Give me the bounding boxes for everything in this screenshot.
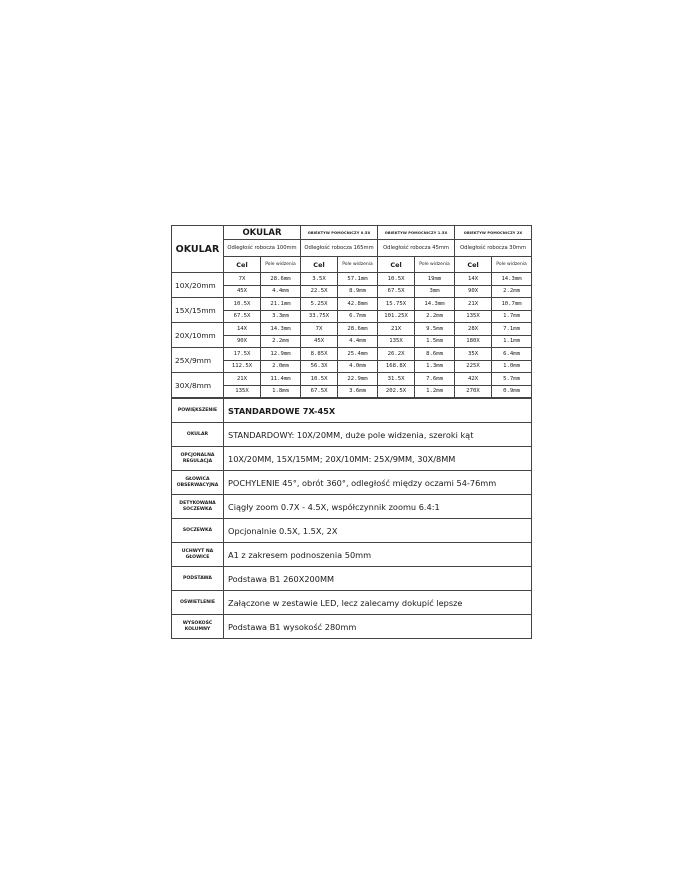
cel-value: 8.85X: [301, 348, 338, 361]
table-row: [172, 373, 532, 386]
cel-value: 101.25X: [378, 310, 415, 323]
field-of-view-value: 12.9mm: [261, 348, 301, 361]
spec-label: PODSTAWA: [172, 567, 224, 591]
field-of-view-value: 28.6mm: [261, 273, 301, 286]
cel-value: 21X: [224, 373, 261, 386]
field-of-view-value: 4.4mm: [261, 285, 301, 298]
field-of-view-value: 2.2mm: [261, 335, 301, 348]
field-of-view-value: 7.6mm: [415, 373, 455, 386]
cel-value: 56.3X: [301, 360, 338, 373]
field-of-view-value: 1.0mm: [492, 360, 532, 373]
spec-value: Załączone w zestawie LED, lecz zalecamy dokupić lepsze: [224, 591, 532, 615]
spec-row: [172, 519, 532, 543]
group-title: OBIEKTYW POMOCNICZY 1.5X: [378, 226, 455, 240]
cel-value: 15.75X: [378, 298, 415, 311]
cel-value: 3.5X: [301, 273, 338, 286]
cel-value: 135X: [378, 335, 415, 348]
working-distance: Odległość robocza 30mm: [455, 240, 532, 257]
cel-value: 135X: [224, 385, 261, 398]
cel-value: 90X: [455, 285, 492, 298]
field-of-view-value: 7.1mm: [492, 323, 532, 336]
cel-value: 35X: [455, 348, 492, 361]
okular-header: OKULAR: [172, 226, 224, 273]
field-of-view-value: 3.3mm: [261, 310, 301, 323]
cel-value: 10.5X: [224, 298, 261, 311]
field-of-view-value: 8.9mm: [338, 285, 378, 298]
cel-value: 14X: [455, 273, 492, 286]
col-header-pole: Pole widzenia: [261, 257, 301, 273]
cel-value: 7X: [224, 273, 261, 286]
cel-value: 31.5X: [378, 373, 415, 386]
spec-row: [172, 399, 532, 423]
cel-value: 270X: [455, 385, 492, 398]
field-of-view-value: 57.1mm: [338, 273, 378, 286]
col-header-cel: Cel: [224, 257, 261, 273]
table-row: [172, 298, 532, 311]
table-row: [172, 348, 532, 361]
table-row: [172, 335, 532, 348]
field-of-view-value: 21.1mm: [261, 298, 301, 311]
col-header-pole: Pole widzenia: [415, 257, 455, 273]
col-header-cel: Cel: [378, 257, 415, 273]
group-title: OBIEKTYW POMOCNICZY 2X: [455, 226, 532, 240]
eyepiece-name: 30X/8mm: [172, 373, 224, 398]
spec-row: [172, 471, 532, 495]
working-distance: Odległość robocza 100mm: [224, 240, 301, 257]
spec-label: UCHWYT NA GŁOWICE: [172, 543, 224, 567]
cel-value: 21X: [378, 323, 415, 336]
spec-value: Ciągły zoom 0.7X - 4.5X, współczynnik zoomu 6.4:1: [224, 495, 532, 519]
field-of-view-value: 4.0mm: [338, 360, 378, 373]
field-of-view-value: 28.6mm: [338, 323, 378, 336]
field-of-view-value: 6.4mm: [492, 348, 532, 361]
cel-value: 225X: [455, 360, 492, 373]
cel-value: 67.5X: [301, 385, 338, 398]
field-of-view-value: 25.4mm: [338, 348, 378, 361]
col-header-cel: Cel: [301, 257, 338, 273]
group-title: OBIEKTYW POMOCNICZY 0.5X: [301, 226, 378, 240]
cel-value: 10.5X: [378, 273, 415, 286]
col-header-pole: Pole widzenia: [492, 257, 532, 273]
field-of-view-value: 4.4mm: [338, 335, 378, 348]
spec-label: OŚWIETLENIE: [172, 591, 224, 615]
specification-sheet: [171, 225, 531, 639]
field-of-view-value: 10.7mm: [492, 298, 532, 311]
cel-value: 5.25X: [301, 298, 338, 311]
col-header-cel: Cel: [455, 257, 492, 273]
field-of-view-value: 9.5mm: [415, 323, 455, 336]
cel-value: 7X: [301, 323, 338, 336]
field-of-view-value: 6.7mm: [338, 310, 378, 323]
spec-row: [172, 591, 532, 615]
spec-label: SOCZEWKA: [172, 519, 224, 543]
field-of-view-value: 2.2mm: [492, 285, 532, 298]
field-of-view-value: 1.7mm: [492, 310, 532, 323]
field-of-view-value: 3.6mm: [338, 385, 378, 398]
working-distance: Odległość robocza 165mm: [301, 240, 378, 257]
field-of-view-value: 14.3mm: [492, 273, 532, 286]
spec-row: [172, 447, 532, 471]
cel-value: 135X: [455, 310, 492, 323]
table-row: [172, 360, 532, 373]
table-row: [172, 285, 532, 298]
spec-table: [171, 398, 532, 639]
cel-value: 26.2X: [378, 348, 415, 361]
field-of-view-value: 14.3mm: [415, 298, 455, 311]
field-of-view-value: 1.3mm: [415, 360, 455, 373]
cel-value: 28X: [455, 323, 492, 336]
spec-value: STANDARDOWY: 10X/20MM, duże pole widzenia, szeroki kąt: [224, 423, 532, 447]
field-of-view-value: 1.5mm: [415, 335, 455, 348]
table-row: [172, 323, 532, 336]
cel-value: 21X: [455, 298, 492, 311]
field-of-view-value: 19mm: [415, 273, 455, 286]
cel-value: 168.8X: [378, 360, 415, 373]
cel-value: 67.5X: [378, 285, 415, 298]
cel-value: 67.5X: [224, 310, 261, 323]
field-of-view-value: 42.8mm: [338, 298, 378, 311]
cel-value: 180X: [455, 335, 492, 348]
table-row: [172, 310, 532, 323]
spec-value: 10X/20MM, 15X/15MM; 20X/10MM: 25X/9MM, 30X/8MM: [224, 447, 532, 471]
field-of-view-value: 22.9mm: [338, 373, 378, 386]
cel-value: 17.5X: [224, 348, 261, 361]
field-of-view-value: 1.8mm: [261, 385, 301, 398]
spec-label: DETYKOWANA SOCZEWKA: [172, 495, 224, 519]
eyepiece-name: 20X/10mm: [172, 323, 224, 348]
eyepiece-name: 10X/20mm: [172, 273, 224, 298]
cel-value: 22.5X: [301, 285, 338, 298]
spec-value: A1 z zakresem podnoszenia 50mm: [224, 543, 532, 567]
cel-value: 42X: [455, 373, 492, 386]
cel-value: 112.5X: [224, 360, 261, 373]
table-row: [172, 385, 532, 398]
field-of-view-value: 8.6mm: [415, 348, 455, 361]
cel-value: 10.5X: [301, 373, 338, 386]
spec-row: [172, 543, 532, 567]
field-of-view-value: 1.1mm: [492, 335, 532, 348]
spec-value: Podstawa B1 260X200MM: [224, 567, 532, 591]
field-of-view-value: 14.3mm: [261, 323, 301, 336]
spec-label: WYSOKOŚĆ KOLUMNY: [172, 615, 224, 639]
field-of-view-value: 2.2mm: [415, 310, 455, 323]
table-row: [172, 273, 532, 286]
cel-value: 90X: [224, 335, 261, 348]
group-title: OKULAR: [224, 226, 301, 240]
spec-label: GŁOWICA OBSERWACYJNA: [172, 471, 224, 495]
spec-value: Opcjonalnie 0.5X, 1.5X, 2X: [224, 519, 532, 543]
eyepiece-name: 15X/15mm: [172, 298, 224, 323]
spec-value: POCHYLENIE 45°, obrót 360°, odległość między oczami 54-76mm: [224, 471, 532, 495]
field-of-view-value: 1.2mm: [415, 385, 455, 398]
col-header-pole: Pole widzenia: [338, 257, 378, 273]
field-of-view-value: 3mm: [415, 285, 455, 298]
spec-row: [172, 423, 532, 447]
field-of-view-value: 0.9mm: [492, 385, 532, 398]
field-of-view-value: 11.4mm: [261, 373, 301, 386]
spec-label: OKULAR: [172, 423, 224, 447]
cel-value: 14X: [224, 323, 261, 336]
spec-value: STANDARDOWE 7X-45X: [224, 399, 532, 423]
field-of-view-value: 5.7mm: [492, 373, 532, 386]
eyepiece-name: 25X/9mm: [172, 348, 224, 373]
spec-row: [172, 615, 532, 639]
spec-label: OPCJONALNA REGULACJA: [172, 447, 224, 471]
magnification-table: [171, 225, 532, 398]
spec-row: [172, 567, 532, 591]
spec-value: Podstawa B1 wysokość 280mm: [224, 615, 532, 639]
spec-label: POWIĘKSZENIE: [172, 399, 224, 423]
cel-value: 33.75X: [301, 310, 338, 323]
working-distance: Odległość robocza 45mm: [378, 240, 455, 257]
cel-value: 45X: [224, 285, 261, 298]
cel-value: 202.5X: [378, 385, 415, 398]
cel-value: 45X: [301, 335, 338, 348]
field-of-view-value: 2.0mm: [261, 360, 301, 373]
spec-row: [172, 495, 532, 519]
